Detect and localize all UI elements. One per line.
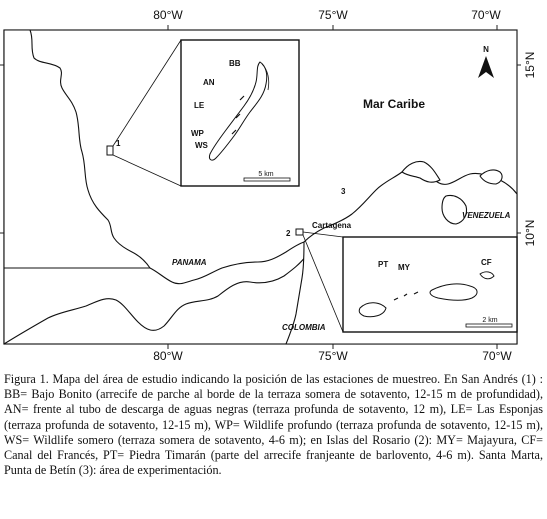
station-code-cf: CF xyxy=(481,258,492,267)
san-andres-inset xyxy=(181,40,299,186)
sea-label: Mar Caribe xyxy=(363,97,426,111)
north-arrow-label: N xyxy=(483,45,489,54)
station-number-2: 2 xyxy=(286,229,291,238)
station-code-pt: PT xyxy=(378,260,389,269)
country-label-panama: PANAMA xyxy=(172,258,207,267)
san-andres-scale-label: 5 km xyxy=(258,171,274,178)
top-lon-tick: 80°W xyxy=(153,8,183,22)
right-lat-tick: 15°N xyxy=(523,51,537,79)
rosario-scale-bar xyxy=(466,324,512,327)
top-lon-tick: 75°W xyxy=(318,8,348,22)
station-code-le: LE xyxy=(194,101,205,110)
station-code-an: AN xyxy=(203,78,215,87)
figure-caption: Figura 1. Mapa del área de estudio indicando la posición de las estaciones de muestreo. En San Andrés (1) : BB= Bajo Bonito (arrecife de parche al borde de la terraza somera de sotavento, 12-15 m de profundidad), AN= frente al tubo de descarga de aguas negras (terraza profunda de sotavento, 12 m), LE= Las Esponjas (terraza profunda de sotavento, 12-15 m), WP= Wildlife profundo (terraza profunda de sotavento, 12-15 m), WS= Wildlife somero (terraza somera de sotavento, 4-6 m); en Islas del Rosario (2): MY= Majayura, CF= Canal del Francés, PT= Piedra Timarán (parte del arrecife franjeante de barlovento, 4-6 m). Santa Marta, Punta de Betín (3): área de experimentación. xyxy=(4,372,543,478)
station-number-1: 1 xyxy=(116,139,121,148)
bottom-lon-tick: 70°W xyxy=(482,349,512,363)
station-code-bb: BB xyxy=(229,59,241,68)
rosario-scale-label: 2 km xyxy=(482,317,498,324)
bottom-lon-tick: 75°W xyxy=(318,349,348,363)
station-code-wp: WP xyxy=(191,129,204,138)
san-andres-scale-bar xyxy=(244,178,290,181)
right-lat-tick: 10°N xyxy=(523,219,537,247)
station-code-ws: WS xyxy=(195,141,208,150)
rosario-inset xyxy=(343,237,517,332)
station-number-3: 3 xyxy=(341,187,346,196)
country-label-colombia: COLOMBIA xyxy=(282,323,326,332)
station-code-my: MY xyxy=(398,263,410,272)
cartagena-label: Cartagena xyxy=(312,221,352,230)
top-lon-tick: 70°W xyxy=(471,8,501,22)
bottom-lon-tick: 80°W xyxy=(153,349,183,363)
country-label-venezuela: VENEZUELA xyxy=(462,211,511,220)
